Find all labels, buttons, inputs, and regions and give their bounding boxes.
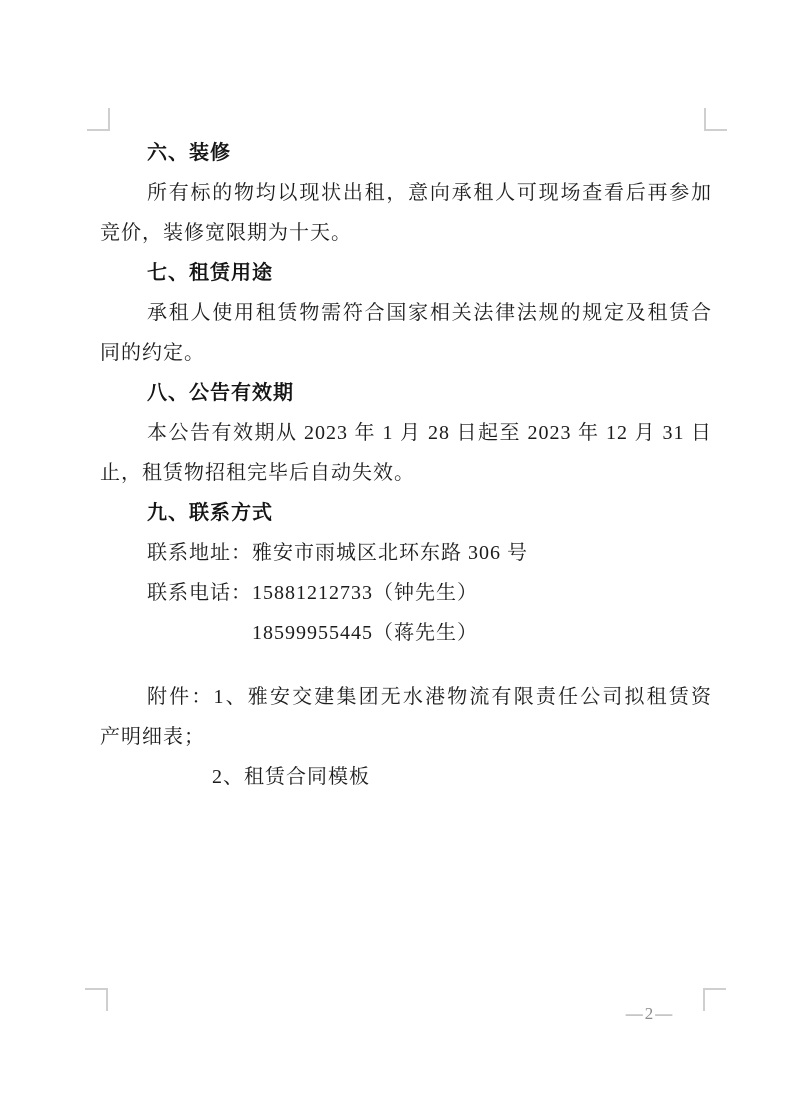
page-number: —2—	[625, 1004, 675, 1023]
doc-line: 承租人使用租赁物需符合国家相关法律法规的规定及租赁合	[147, 302, 712, 324]
doc-line: 止，租赁物招租完毕后自动失效。	[100, 462, 415, 484]
document-body	[100, 133, 712, 797]
doc-line: 所有标的物均以现状出租，意向承租人可现场查看后再参加	[147, 182, 712, 204]
section-heading: 九、联系方式	[147, 502, 273, 524]
crop-mark-top-left	[87, 108, 110, 131]
doc-line: 联系地址：雅安市雨城区北环东路 306 号	[147, 542, 528, 564]
section-heading: 七、租赁用途	[147, 262, 273, 284]
doc-line: 同的约定。	[100, 342, 205, 364]
doc-line: 竞价，装修宽限期为十天。	[100, 222, 352, 244]
doc-line: 附件：1、雅安交建集团无水港物流有限责任公司拟租赁资	[147, 686, 712, 708]
section-heading: 六、装修	[147, 142, 231, 164]
doc-line: 18599955445（蒋先生）	[252, 622, 478, 644]
doc-line	[100, 653, 712, 677]
crop-mark-top-right	[704, 108, 727, 131]
crop-mark-bottom-right	[703, 988, 726, 1011]
crop-mark-bottom-left	[85, 988, 108, 1011]
section-heading: 八、公告有效期	[147, 382, 294, 404]
doc-line: 2、租赁合同模板	[212, 766, 370, 788]
doc-line: 联系电话：15881212733（钟先生）	[147, 582, 478, 604]
doc-line: 产明细表；	[100, 726, 205, 748]
doc-line: 本公告有效期从 2023 年 1 月 28 日起至 2023 年 12 月 31 日	[147, 422, 712, 444]
